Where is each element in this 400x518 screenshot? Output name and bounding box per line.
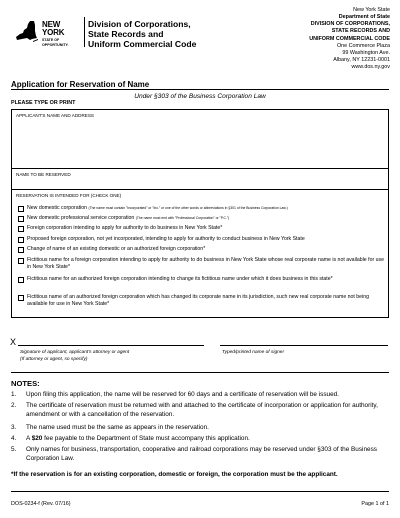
notes-title: NOTES: xyxy=(11,379,40,388)
option-note: (The name must end with "Professional Corporation" or "P.C.") xyxy=(135,216,230,220)
division-name xyxy=(88,19,196,49)
printed-name-line[interactable] xyxy=(220,345,388,346)
option-label: Fictitious name for a foreign corporation intending to apply for authority to do business in New York State whose real corporate name is not available for use in New York State* xyxy=(27,257,384,271)
signature-line[interactable] xyxy=(18,345,204,346)
address-line: Albany, NY 12231-0001 xyxy=(333,56,390,63)
note-text: The certificate of reservation must be returned with and attached to the certificate of incorporation or application for authority, amendment or with a cancellation of the reservation. xyxy=(26,402,378,418)
address-line: STATE RECORDS AND xyxy=(331,28,390,35)
option-label: New domestic corporation xyxy=(27,205,87,211)
checkbox[interactable] xyxy=(18,258,24,264)
page-number: Page 1 of 1 xyxy=(361,501,389,507)
option-label: Proposed foreign corporation, not yet incorporated, intending to apply for authority to conduct business in New York State xyxy=(27,236,305,242)
intent-label: RESERVATION IS INTENDED FOR (CHECK ONE) xyxy=(16,193,122,198)
address-line: UNIFORM COMMERCIAL CODE xyxy=(309,35,390,42)
checkbox[interactable] xyxy=(18,226,24,232)
checkbox[interactable] xyxy=(18,247,24,253)
address-line: One Commerce Plaza xyxy=(336,42,390,49)
checkbox[interactable] xyxy=(18,295,24,301)
name-to-reserve-field[interactable] xyxy=(12,169,388,190)
address-website: www.dos.ny.gov xyxy=(351,64,390,70)
note-number: 5. xyxy=(11,446,17,453)
reservation-intent-section xyxy=(12,190,388,318)
form-number: DOS-0234-f (Rev. 07/16) xyxy=(11,501,71,507)
division-line-1: Division of Corporations, xyxy=(88,19,191,29)
address-line: Department of State xyxy=(338,14,390,21)
option-label: Fictitious name for an authorized foreign corporation intending to change its fictitious name under which it does business in this state* xyxy=(27,276,333,282)
printed-name-caption: Typed/printed name of signer xyxy=(222,350,285,355)
address-line: DIVISION OF CORPORATIONS, xyxy=(310,21,390,28)
form-title: Application for Reservation of Name xyxy=(11,80,150,89)
fee-amount: $20 xyxy=(31,435,43,442)
page-header xyxy=(0,0,400,70)
note-text: Only names for business, transportation, cooperative and railroad corporations may be reserved under §303 of the Business Corporation Law. xyxy=(26,446,377,462)
address-line: New York State xyxy=(353,7,390,13)
notes-rule xyxy=(11,372,389,373)
option-note: (The name must contain "Incorporated" or "Inc." or one of the other words or abbreviations in §301 of the Business Corporation Law.) xyxy=(88,206,288,210)
checkbox[interactable] xyxy=(18,216,24,222)
note-number: 4. xyxy=(11,435,17,442)
department-address xyxy=(309,7,390,71)
note-number: 3. xyxy=(11,424,17,431)
applicant-label: APPLICANT'S NAME AND ADDRESS xyxy=(16,113,94,118)
logo-tagline-1: STATE OF xyxy=(42,38,60,42)
division-line-3: Uniform Commercial Code xyxy=(88,39,197,50)
logo-tagline-2: OPPORTUNITY. xyxy=(42,43,69,48)
logo-state-name: NEW YORK xyxy=(42,20,65,37)
checkbox[interactable] xyxy=(18,206,24,212)
note-text: Upon filing this application, the name will be reserved for 60 days and a certificate of reservation will be issued. xyxy=(26,391,339,398)
note-number: 1. xyxy=(11,391,17,398)
division-line-2: State Records and xyxy=(88,29,164,40)
print-instruction: PLEASE TYPE OR PRINT xyxy=(11,100,76,106)
checkbox[interactable] xyxy=(18,237,24,243)
note-text: The name used must be the same as appears in the reservation. xyxy=(26,424,209,431)
title-rule xyxy=(11,89,389,90)
option-label: Change of name of an existing domestic or an authorized foreign corporation* xyxy=(27,246,206,252)
option-label: Fictitious name of an authorized foreign corporation which has changed its corporate name in its jurisdiction, such new real corporate name not being available for use in New York State* xyxy=(27,294,369,308)
notes-footnote: *If the reservation is for an existing corporation, domestic or foreign, the corporation must be the applicant. xyxy=(11,471,338,478)
note-text: A xyxy=(26,435,32,442)
checkbox[interactable] xyxy=(18,277,24,283)
signature-caption-main: Signature of applicant, applicant's attorney or agent xyxy=(20,350,130,355)
nys-logo xyxy=(13,19,83,48)
logo-divider xyxy=(84,17,85,47)
law-reference: Under §303 of the Business Corporation Law xyxy=(134,93,266,100)
signature-x-mark: X xyxy=(10,337,17,347)
signature-caption-sub: (If attorney or agent, so specify) xyxy=(20,356,88,362)
note-number: 2. xyxy=(11,402,17,409)
address-line: 99 Washington Ave. xyxy=(342,49,390,56)
applicant-name-address-field[interactable] xyxy=(12,110,388,169)
note-text: fee payable to the Department of State must accompany this application. xyxy=(42,435,250,442)
signature-caption xyxy=(20,350,129,363)
application-form xyxy=(11,109,389,318)
new-york-state-outline-icon xyxy=(13,19,39,45)
option-label: New domestic professional service corporation xyxy=(27,215,135,221)
footer-rule xyxy=(11,491,389,492)
name-to-reserve-label: NAME TO BE RESERVED xyxy=(16,172,71,177)
option-label: Foreign corporation intending to apply for authority to do business in New York State* xyxy=(27,225,223,231)
